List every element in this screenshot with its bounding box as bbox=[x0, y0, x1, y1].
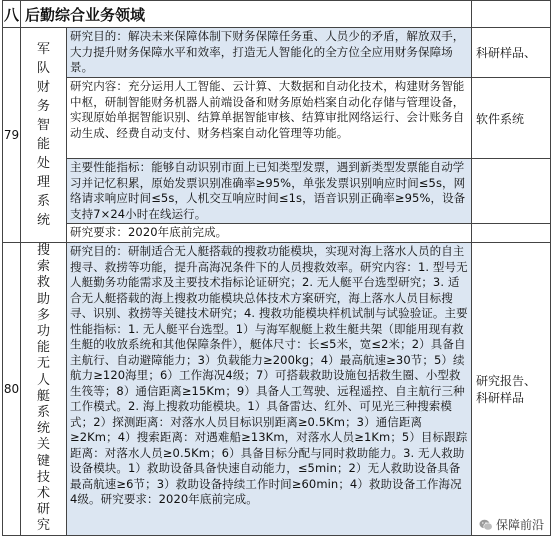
result-type: 科研样品 bbox=[476, 390, 525, 405]
result-type: 软件系统 bbox=[472, 78, 551, 159]
section-header-row bbox=[3, 1, 551, 28]
result-type: 研究报告、 bbox=[476, 373, 537, 388]
research-purpose: 研究目的：解决未来保障体制下财务保障任务重、人员少的矛盾，解放双手，大力提升财务保障水平和效率，打造无人智能化的全方位全应用财务保障场景。 bbox=[67, 28, 472, 78]
row-number: 79 bbox=[3, 28, 21, 243]
result-types bbox=[472, 243, 551, 536]
requirements-table bbox=[2, 0, 551, 536]
watermark-text: 保障前沿 bbox=[495, 518, 544, 532]
empty-cell bbox=[472, 224, 551, 243]
empty-cell bbox=[472, 159, 551, 224]
project-name: 军 队 财 务 智 能 处 理 系 统 bbox=[21, 28, 67, 243]
section-header-empty-cell bbox=[472, 1, 551, 28]
row-number: 80 bbox=[3, 243, 21, 536]
table-row-80 bbox=[3, 243, 551, 536]
research-requirement: 研究要求：2020年底前完成。 bbox=[67, 224, 472, 243]
project-name: 搜 索 救 助 多 功 能 无 人 艇 系 统 关 键 技 术 研 究 bbox=[21, 243, 67, 536]
research-content: 研究内容：充分运用人工智能、云计算、大数据和自动化技术，构建财务智能中枢，研制智能财务机器人前端设备和财务原始档案自动化存储与管理设备，实现原始单据智能识别、结算单据智能审核、结算审批网络运行、会计账务自动生成、经费自动支付、财务档案自动化管理等功能。 bbox=[67, 78, 472, 159]
table-row-79-content bbox=[3, 78, 551, 159]
section-title: 后勤综合业务领域 bbox=[21, 1, 472, 28]
wechat-icon bbox=[479, 518, 493, 532]
table-row-79 bbox=[3, 28, 551, 78]
section-number: 八 bbox=[3, 1, 21, 28]
performance-metrics: 主要性能指标：能够自动识别市面上已知类型发票，遇到新类型发票能自动学习并记忆积累，原始发票识别准确率≥95%，单张发票识别响应时间≤5s，网络请求响应时间≤5s，人机交互响应时间≤1s，语音识别正确率≥95%，设备支持7×24小时在线运行。 bbox=[67, 159, 472, 224]
research-description: 研究目的：研制适合无人艇搭载的搜救功能模块，实现对海上落水人员的自主搜寻、救捞等功能，提升高海况条件下的人员搜救效率。研究内容：1. 型号无人艇勤务功能需求及主要技术指标论证研究；2. 无人艇平台选型研究；3. 适合无人艇搭载的海上搜救功能模块总体技术方案研究，海上落水人员目标搜寻、识别、救捞等关键技术研究；4. 搜救功能模块样机试制与试验验证。主要性能指标：1. 无人艇平台选型。1）与海军舰艇上救生艇共架（即能用现有救生艇的收放系统和其他保障条件），艇体尺寸：长≤5米，宽≤2米；2）具备自主航行、自动避障能力；3）负载能力≥200kg；4）最高航速≥30节；5）续航力≥120海里；6）工作海况4级；7）可搭载救助设施包括救生圈、小型救生筏等；8）通信距离≥15Km；9）具备人工驾驶、远程遥控、自主航行三种工作模式。2. 海上搜救功能模块。1）具备雷达、红外、可见光三种搜索模式；2）探测距离：对落水人员目标识别距离≥0.5Km；3）通信距离≥2Km；4）搜索距离：对遇难船≥13Km，对落水人员≥1Km；5）目标跟踪距离：对落水人员≥0.5Km；6）具备目标分配与同时救助能力。3. 无人救助设备模块。1）救助设备具备快速自动能力，≤5min；2）无人救助设备具备最高航速≥6节；3）救助设备持续工作时间≥60min；4）救助设备工作海况4级。研究要求：2020年底前完成。 bbox=[67, 243, 472, 536]
watermark bbox=[477, 516, 546, 533]
result-type: 科研样品、 bbox=[472, 28, 551, 78]
table-row-79-metrics bbox=[3, 159, 551, 224]
table-row-79-requirement bbox=[3, 224, 551, 243]
